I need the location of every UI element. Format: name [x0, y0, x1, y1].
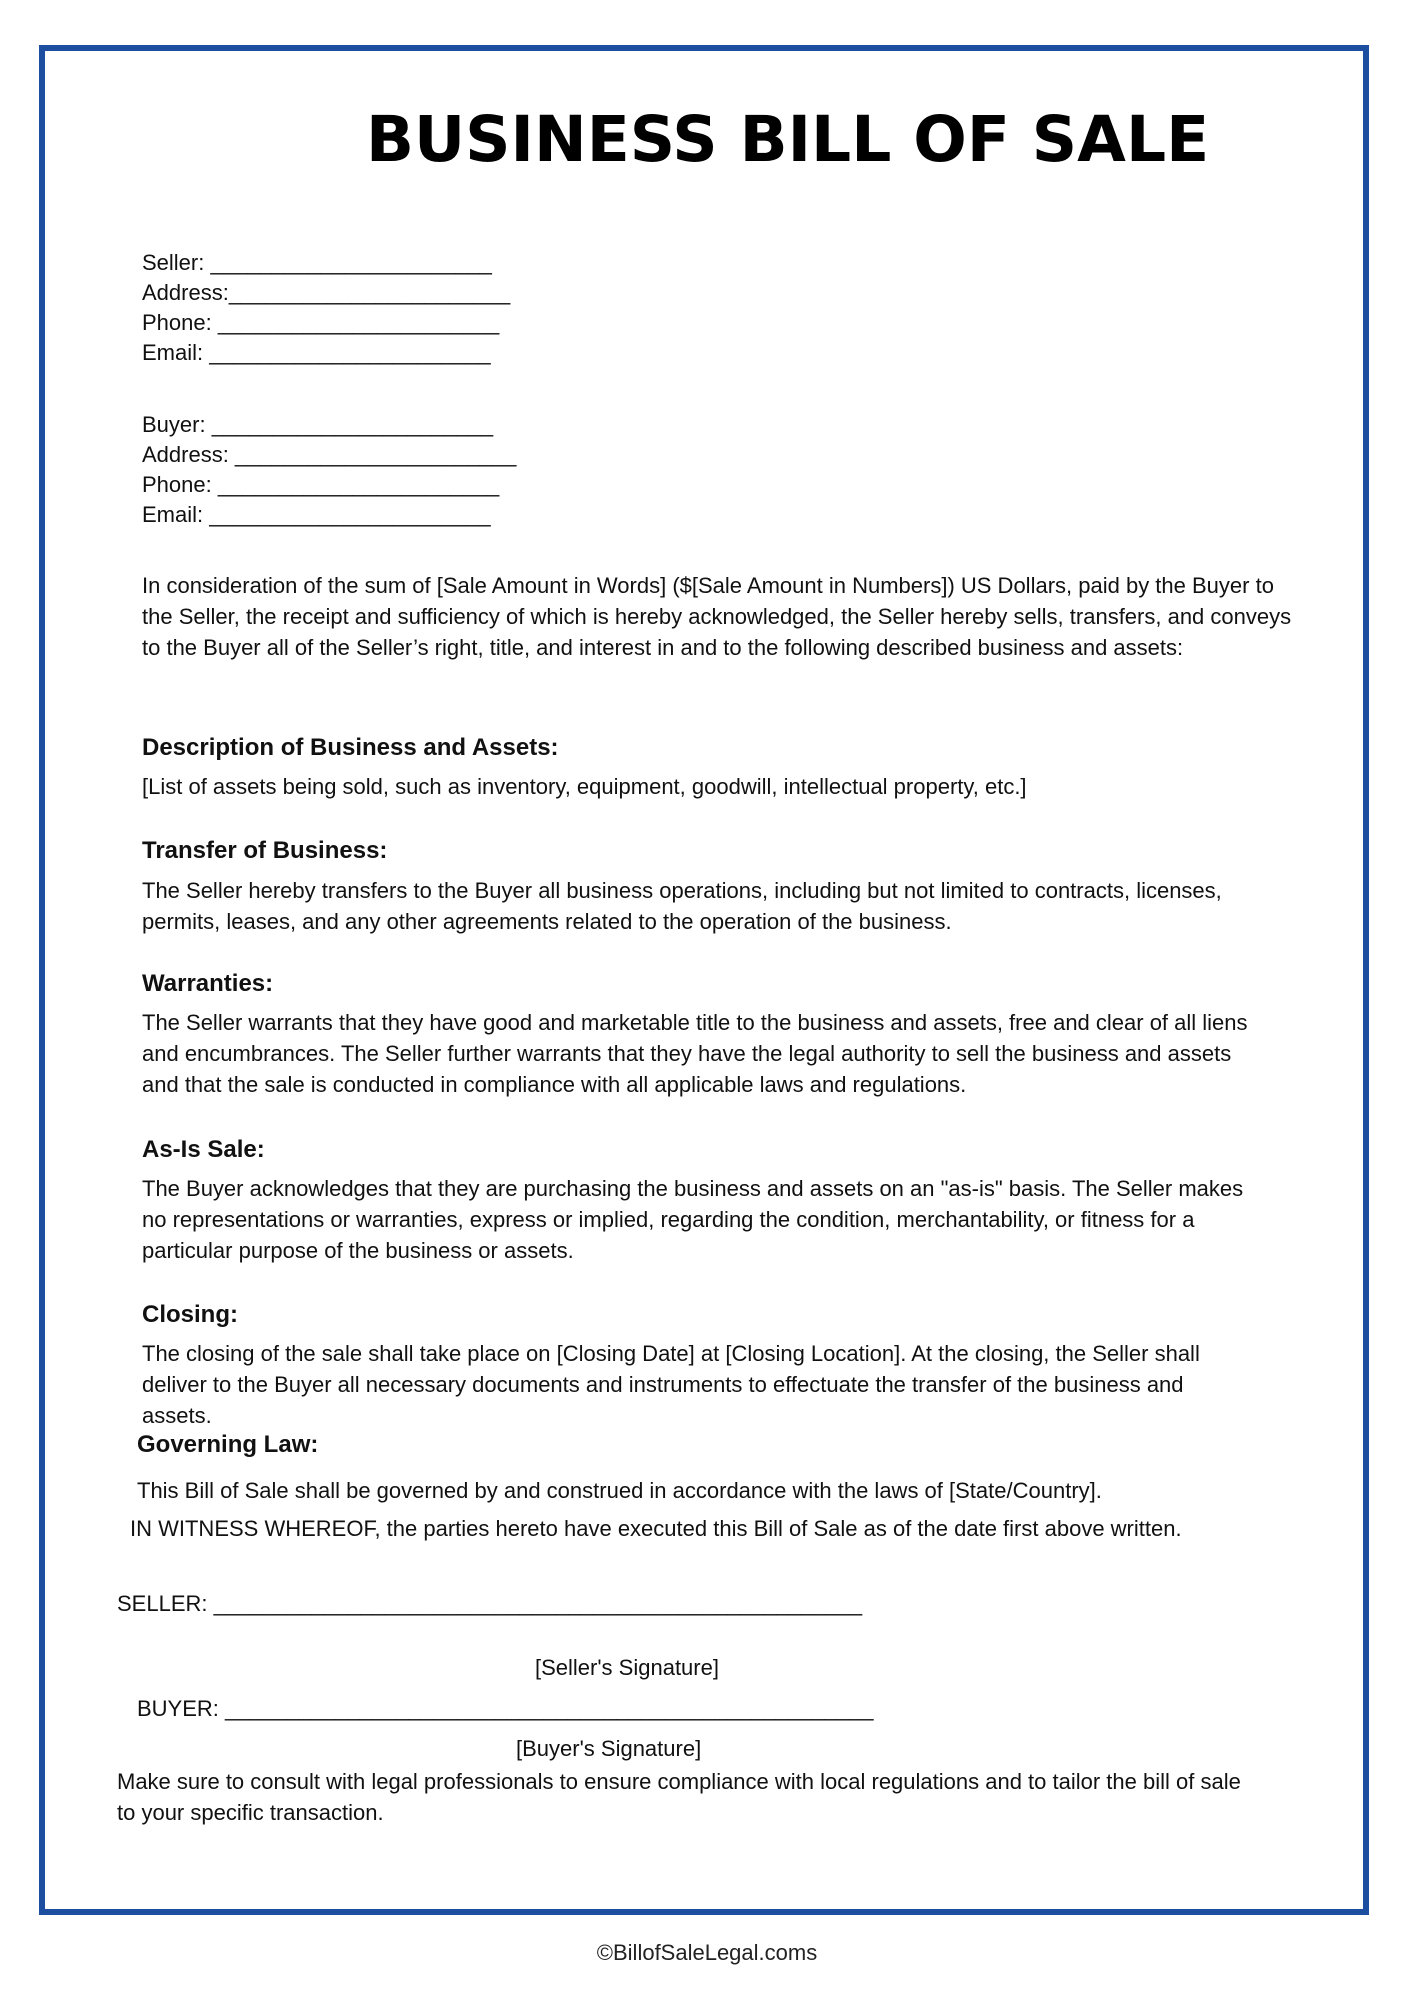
- buyer-signature-line: BUYER: _____________________________________________________: [137, 1696, 874, 1721]
- buyer-name-field: Buyer: _______________________: [142, 412, 494, 437]
- witness-clause: IN WITNESS WHEREOF, the parties hereto have executed this Bill of Sale as of the date first above written.: [130, 1516, 1182, 1541]
- as-is-text: The Buyer acknowledges that they are purchasing the business and assets on an "as-is" basis. The Seller makes no representations or warranties, express or implied, regarding the condition, merchantability, or fitness for a particular purpose of the business or assets.: [142, 1176, 1244, 1263]
- warranties-heading: Warranties:: [142, 970, 274, 997]
- transfer-text: The Seller hereby transfers to the Buyer all business operations, including but not limited to contracts, licenses, permits, leases, and any other agreements related to the operation of the business.: [142, 878, 1222, 934]
- governing-law-text: This Bill of Sale shall be governed by and construed in accordance with the laws of [State/Country].: [137, 1478, 1102, 1503]
- description-text: [List of assets being sold, such as inventory, equipment, goodwill, intellectual property, etc.]: [142, 774, 1027, 799]
- closing-text: The closing of the sale shall take place on [Closing Date] at [Closing Location]. At the closing, the Seller shall deliver to the Buyer all necessary documents and instruments to effectuate the transfer of the business and assets.: [142, 1341, 1200, 1428]
- buyer-phone-field: Phone: _______________________: [142, 472, 500, 497]
- closing-heading: Closing:: [142, 1301, 238, 1328]
- intro-paragraph: In consideration of the sum of [Sale Amount in Words] ($[Sale Amount in Numbers]) US Dollars, paid by the Buyer to the Seller, the receipt and sufficiency of which is hereby acknowledged, the Seller hereby sells, transfers, and conveys to the Buyer all of the Seller’s right, title, and interest in and to the following described business and assets:: [142, 573, 1292, 660]
- transfer-heading: Transfer of Business:: [142, 837, 388, 864]
- seller-signature-caption: [Seller's Signature]: [535, 1655, 719, 1680]
- buyer-email-field: Email: _______________________: [142, 502, 491, 527]
- as-is-heading: As-Is Sale:: [142, 1136, 265, 1163]
- document-title: BUSINESS BILL OF SALE: [366, 103, 1210, 176]
- governing-law-heading: Governing Law:: [137, 1431, 319, 1458]
- description-heading: Description of Business and Assets:: [142, 734, 559, 761]
- seller-email-field: Email: _______________________: [142, 340, 491, 365]
- buyer-signature-caption: [Buyer's Signature]: [516, 1736, 702, 1761]
- warranties-text: The Seller warrants that they have good and marketable title to the business and assets, free and clear of all liens and encumbrances. The Seller further warrants that they have the legal authority to sell the business and assets and that the sale is conducted in compliance with all applicable laws and regulations.: [142, 1010, 1248, 1097]
- seller-address-field: Address:_______________________: [142, 280, 511, 305]
- seller-signature-line: SELLER: _____________________________________________________: [117, 1591, 863, 1616]
- buyer-address-field: Address: _______________________: [142, 442, 517, 467]
- seller-name-field: Seller: _______________________: [142, 250, 492, 275]
- seller-phone-field: Phone: _______________________: [142, 310, 500, 335]
- closing-note: Make sure to consult with legal professionals to ensure compliance with local regulations and to tailor the bill of sale to your specific transaction.: [117, 1769, 1241, 1825]
- footer-copyright: ©BillofSaleLegal.coms: [596, 1940, 818, 1965]
